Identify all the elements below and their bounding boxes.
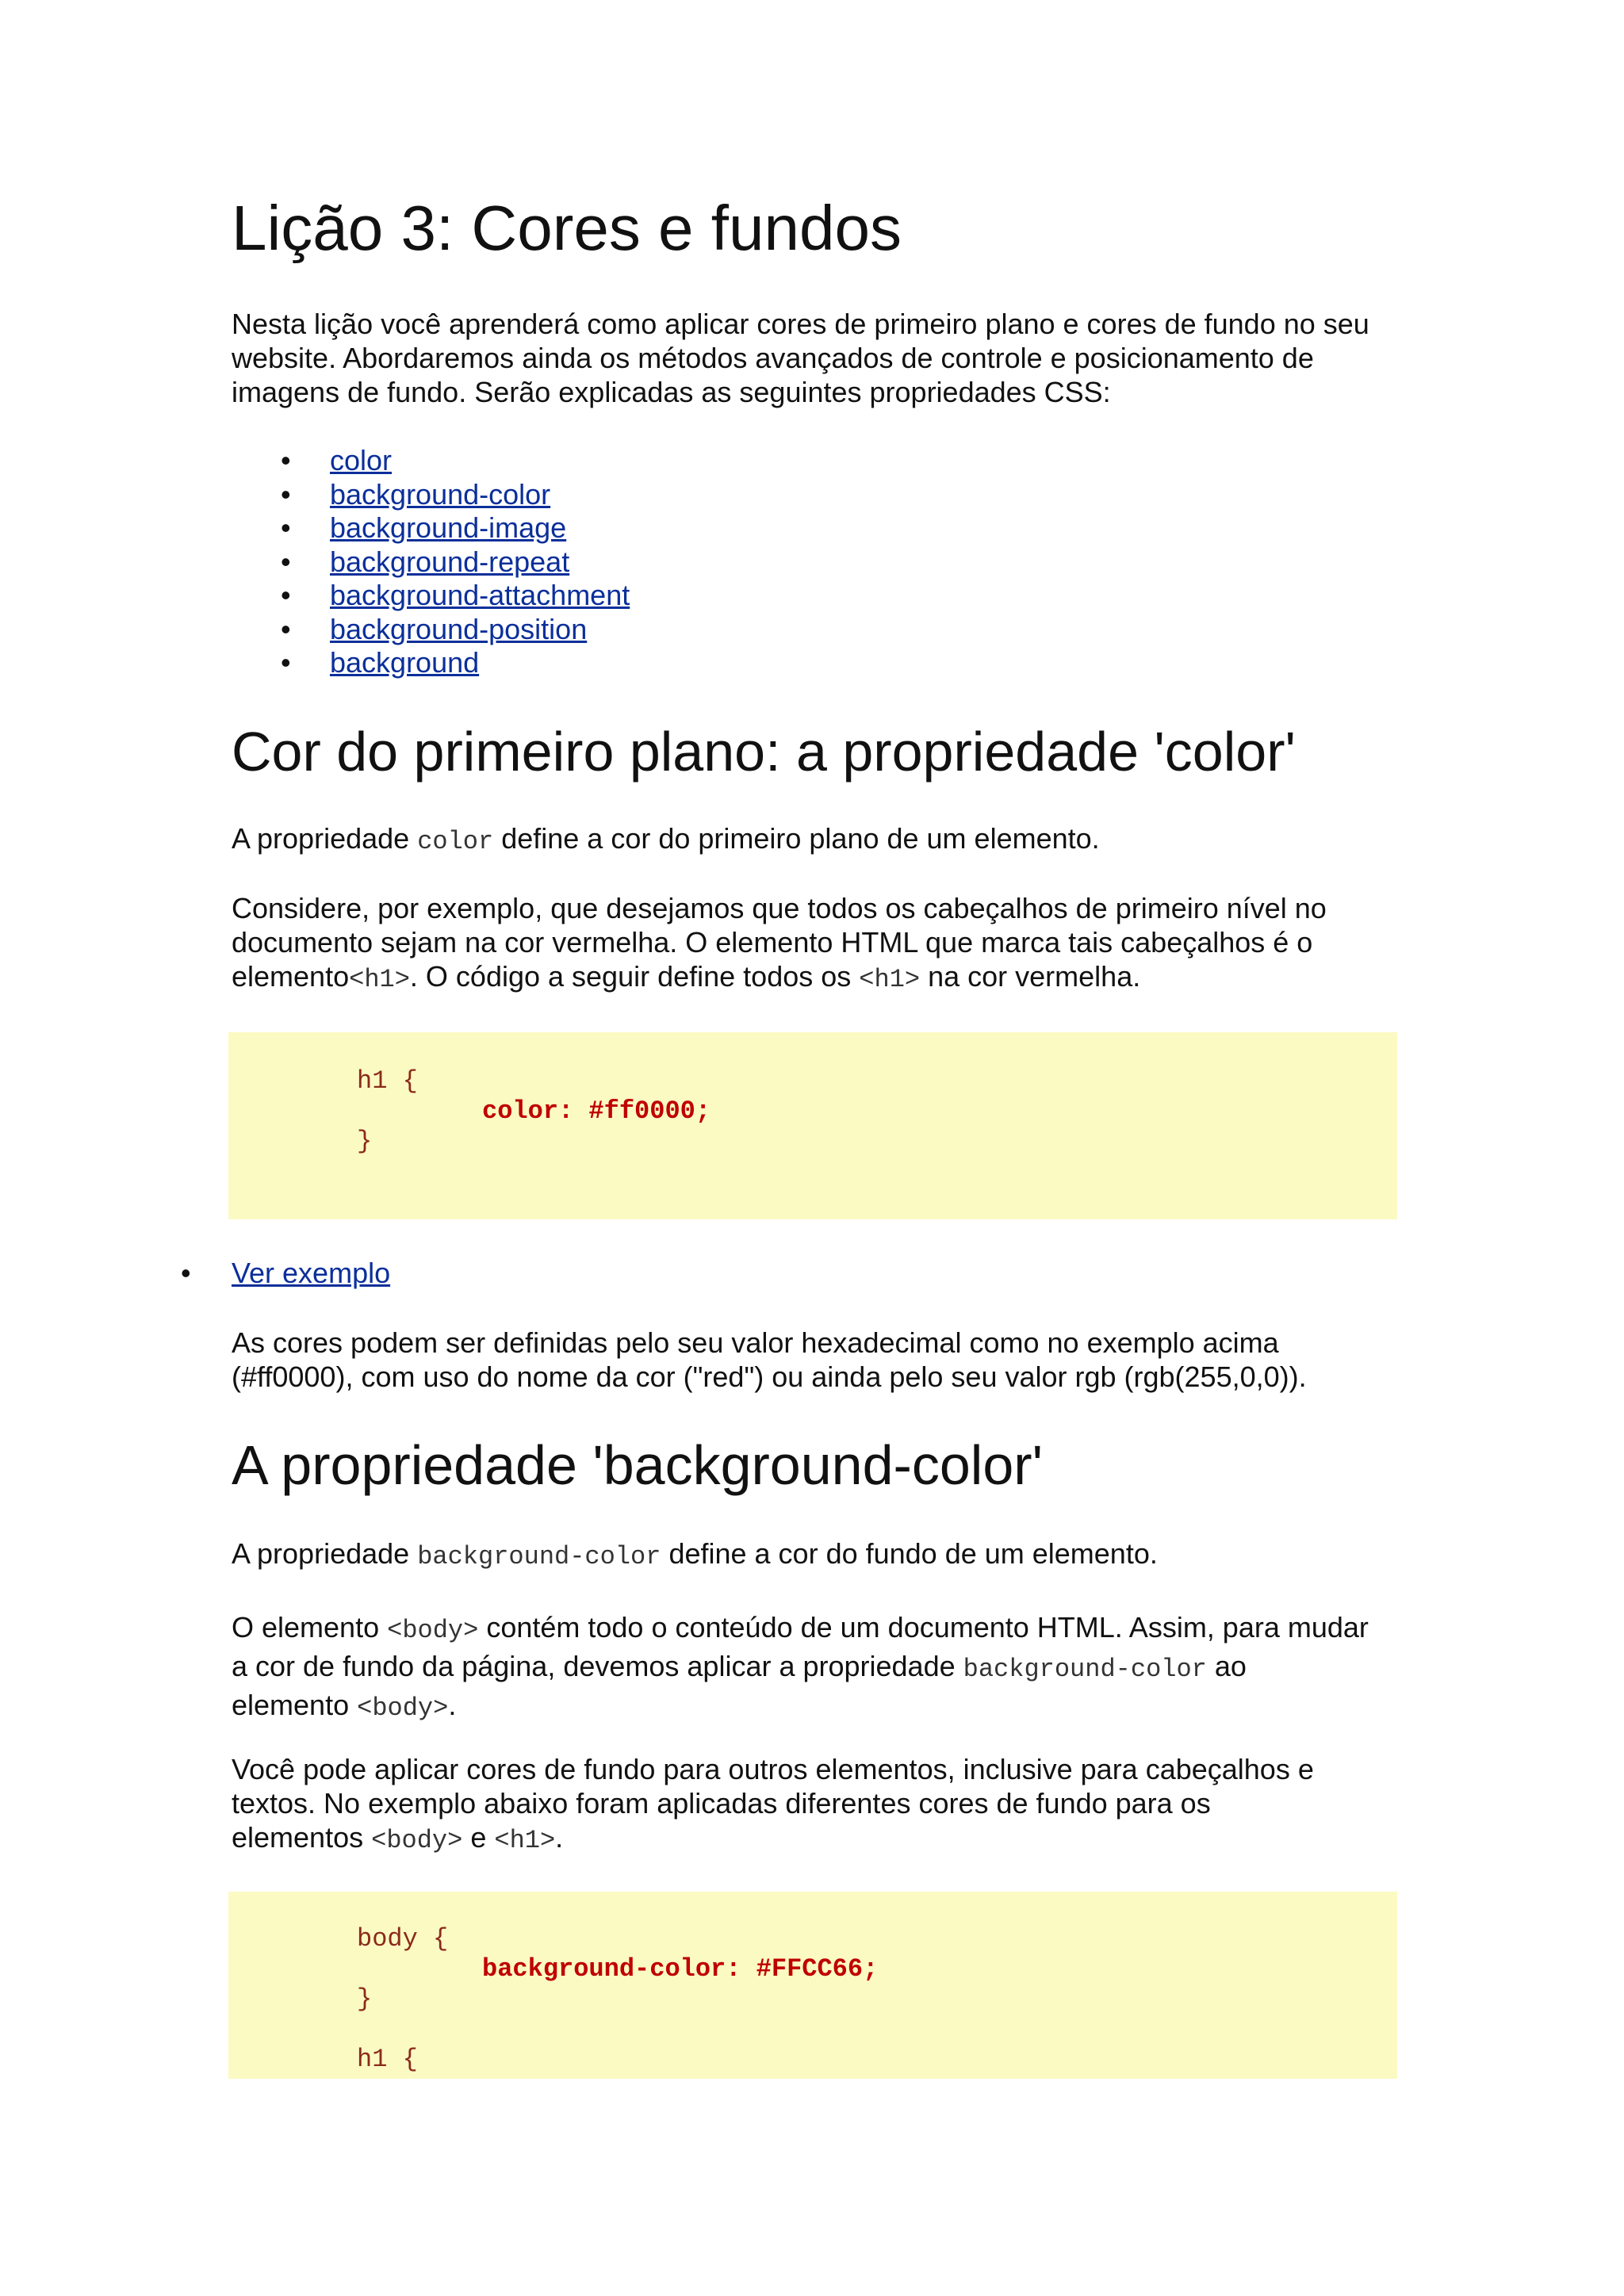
toc-link-background[interactable]: background bbox=[330, 646, 480, 679]
code-selector: h1 { bbox=[357, 1066, 418, 1096]
toc-link-background-repeat[interactable]: background-repeat bbox=[330, 545, 570, 578]
view-example-link[interactable]: Ver exemplo bbox=[232, 1257, 391, 1289]
body-element-paragraph bbox=[232, 1609, 1500, 1726]
hex-colors-paragraph bbox=[232, 1326, 1500, 1394]
text-line: documento sejam na cor vermelha. O elemento HTML que marca tais cabeçalhos é o bbox=[232, 926, 1313, 959]
toc-link-background-color[interactable]: background-color bbox=[330, 477, 551, 511]
toc-item bbox=[281, 612, 630, 647]
page-title: Lição 3: Cores e fundos bbox=[232, 193, 902, 263]
inline-code: background-color bbox=[417, 1542, 661, 1571]
code-declaration: color: #ff0000; bbox=[482, 1096, 711, 1126]
text: define a cor do primeiro plano de um elemento. bbox=[493, 822, 1100, 855]
code-selector: body { bbox=[357, 1924, 449, 1954]
code-block-color bbox=[228, 1032, 1397, 1219]
text-line bbox=[232, 1687, 1500, 1726]
intro-line: imagens de fundo. Serão explicadas as seguintes propriedades CSS: bbox=[232, 376, 1111, 408]
bgcolor-definition-paragraph bbox=[232, 1536, 1500, 1574]
bullet-icon: • bbox=[281, 511, 291, 544]
text: e bbox=[462, 1821, 495, 1854]
text-line bbox=[232, 959, 1500, 997]
inline-code: <h1> bbox=[494, 1826, 556, 1855]
text-line bbox=[232, 821, 1500, 859]
inline-code: <h1> bbox=[859, 965, 921, 994]
text: . bbox=[448, 1689, 457, 1721]
text: define a cor do fundo de um elemento. bbox=[661, 1537, 1158, 1570]
inline-code: <body> bbox=[387, 1616, 479, 1645]
text: A propriedade bbox=[232, 1537, 418, 1570]
section-heading-color: Cor do primeiro plano: a propriedade 'color' bbox=[232, 721, 1296, 783]
text-line bbox=[232, 1648, 1500, 1687]
code-block-background-color bbox=[228, 1892, 1397, 2079]
intro-line: website. Abordaremos ainda os métodos avançados de controle e posicionamento de bbox=[232, 342, 1314, 374]
toc-link-background-attachment[interactable]: background-attachment bbox=[330, 579, 630, 611]
bullet-icon: • bbox=[281, 444, 291, 476]
bullet-icon: • bbox=[281, 477, 291, 511]
toc-link-background-image[interactable]: background-image bbox=[330, 511, 567, 544]
toc-item bbox=[281, 579, 630, 613]
text: elementos bbox=[232, 1821, 372, 1854]
text: . O código a seguir define todos os bbox=[409, 960, 860, 993]
text-line bbox=[232, 1820, 1500, 1858]
text: na cor vermelha. bbox=[920, 960, 1141, 993]
toc-item bbox=[281, 545, 630, 580]
bullet-icon: • bbox=[281, 612, 291, 645]
bullet-icon: • bbox=[281, 646, 291, 679]
section-heading-background-color: A propriedade 'background-color' bbox=[232, 1434, 1043, 1496]
toc-list bbox=[281, 444, 630, 680]
inline-code: <body> bbox=[357, 1693, 449, 1723]
bullet-icon: • bbox=[281, 545, 291, 578]
text-line bbox=[232, 1609, 1500, 1648]
color-definition-paragraph bbox=[232, 821, 1500, 859]
text-line: Considere, por exemplo, que desejamos que todos os cabeçalhos de primeiro nível no bbox=[232, 892, 1327, 924]
toc-item bbox=[281, 646, 630, 680]
code-closing-brace: } bbox=[357, 1984, 373, 2014]
inline-code: <h1> bbox=[349, 965, 410, 994]
toc-link-background-position[interactable]: background-position bbox=[330, 612, 588, 645]
bullet-icon: • bbox=[281, 579, 291, 611]
example-link-item bbox=[181, 1256, 191, 1290]
text: O elemento bbox=[232, 1611, 388, 1644]
inline-code: color bbox=[417, 827, 494, 856]
toc-item bbox=[281, 477, 630, 512]
inline-code: background-color bbox=[963, 1655, 1207, 1684]
code-closing-brace: } bbox=[357, 1127, 373, 1156]
code-selector: h1 { bbox=[357, 2045, 418, 2074]
text: a cor de fundo da página, devemos aplicar a propriedade bbox=[232, 1650, 963, 1682]
text: elemento bbox=[232, 960, 350, 993]
bullet-icon: • bbox=[181, 1257, 191, 1289]
text-line: Você pode aplicar cores de fundo para outros elementos, inclusive para cabeçalhos e bbox=[232, 1753, 1314, 1785]
text: contém todo o conteúdo de um documento HTML. Assim, para mudar bbox=[478, 1611, 1369, 1644]
inline-code: <body> bbox=[371, 1826, 463, 1855]
h1-example-paragraph bbox=[232, 891, 1500, 997]
toc-item bbox=[281, 511, 630, 545]
text-line: textos. No exemplo abaixo foram aplicadas diferentes cores de fundo para os bbox=[232, 1787, 1211, 1820]
other-elements-paragraph bbox=[232, 1752, 1500, 1858]
text-line: (#ff0000), com uso do nome da cor ("red") ou ainda pelo seu valor rgb (rgb(255,0,0)). bbox=[232, 1360, 1307, 1393]
text-line: As cores podem ser definidas pelo seu valor hexadecimal como no exemplo acima bbox=[232, 1326, 1279, 1359]
text-line bbox=[232, 1536, 1500, 1574]
intro-paragraph bbox=[232, 307, 1500, 409]
text: A propriedade bbox=[232, 822, 418, 855]
toc-item bbox=[281, 444, 630, 478]
toc-link-color[interactable]: color bbox=[330, 444, 393, 476]
text: elemento bbox=[232, 1689, 358, 1721]
text: ao bbox=[1206, 1650, 1247, 1682]
intro-line: Nesta lição você aprenderá como aplicar cores de primeiro plano e cores de fundo no seu bbox=[232, 308, 1369, 340]
code-declaration: background-color: #FFCC66; bbox=[482, 1954, 879, 1984]
text: . bbox=[555, 1821, 564, 1854]
